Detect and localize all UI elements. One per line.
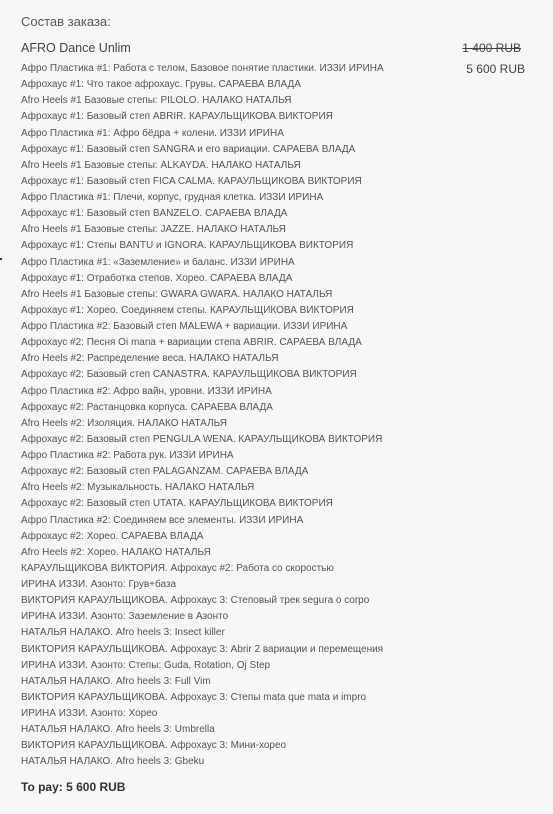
list-item: Афрохаус #2: Базовый степ PENGULA WENA. КАРАУЛЬЩИКОВА ВИКТОРИЯ (21, 433, 383, 445)
list-item: Afro Heels #2: Хорео. НАЛАКО НАТАЛЬЯ (21, 546, 211, 558)
list-item: Афрохаус #1: Степы BANTU и IGNORA. КАРАУЛЬЩИКОВА ВИКТОРИЯ (21, 240, 354, 252)
old-price: 1 400 RUB (462, 41, 521, 55)
list-item: Afro Heels #1 Базовые степы: ALKAYDA. НАЛАКО НАТАЛЬЯ (21, 159, 301, 171)
list-item: Афрохаус #1: Базовый степ ABRIR. КАРАУЛЬЩИКОВА ВИКТОРИЯ (21, 111, 333, 123)
product-name: AFRO Dance Unlim (21, 41, 131, 55)
lesson-list (21, 61, 441, 771)
list-item: КАРАУЛЬЩИКОВА ВИКТОРИЯ. Афрохаус #2: Работа со скоростью (21, 562, 334, 574)
list-item: ИРИНА ИЗЗИ. Азонто: Грув+база (21, 579, 177, 590)
list-item: Afro Heels #2: Изоляция. НАЛАКО НАТАЛЬЯ (21, 417, 227, 429)
list-item: Афрохаус #2: Базовый степ CANASTRA. КАРАУЛЬЩИКОВА ВИКТОРИЯ (21, 369, 357, 381)
list-item: Афрохаус #1: Базовый степ FICA CALMA. КАРАУЛЬЩИКОВА ВИКТОРИЯ (21, 175, 362, 187)
list-item: НАТАЛЬЯ НАЛАКО. Afro heels 3: Gbeku (21, 756, 205, 768)
list-item: Afro Heels #1 Базовые степы: JAZZE. НАЛАКО НАТАЛЬЯ (21, 224, 286, 236)
list-item: Афро Пластика #2: Работа рук. ИЗЗИ ИРИНА (21, 450, 234, 461)
list-item: Афро Пластика #2: Базовый степ MALEWA + вариации. ИЗЗИ ИРИНА (21, 321, 348, 332)
order-heading: Состав заказа: (21, 14, 111, 29)
list-item: Афро Пластика #1: Работа с телом, Базовое понятие пластики. ИЗЗИ ИРИНА (21, 63, 384, 74)
list-item: Afro Heels #1 Базовые степы: GWARA GWARA. НАЛАКО НАТАЛЬЯ (21, 288, 333, 300)
list-item: Афро Пластика #1: Плечи, корпус, грудная клетка. ИЗЗИ ИРИНА (21, 192, 324, 203)
list-item: Афрохаус #1: Что такое афрохаус. Грувы. САРАЕВА ВЛАДА (21, 79, 301, 91)
list-item: НАТАЛЬЯ НАЛАКО. Afro heels 3: Full Vim (21, 675, 211, 687)
list-item: ВИКТОРИЯ КАРАУЛЬЩИКОВА. Афрохаус 3: Степовый трек segura o corpo (21, 595, 370, 607)
list-item: Афрохаус #2: Хорео. САРАЕВА ВЛАДА (21, 530, 204, 542)
list-item: ВИКТОРИЯ КАРАУЛЬЩИКОВА. Афрохаус 3: Степы mata que mata и impro (21, 691, 367, 703)
list-item: Афрохаус #2: Растанцовка корпуса. САРАЕВА ВЛАДА (21, 401, 273, 413)
list-item: Афрохаус #1: Базовый степ BANZELO. САРАЕВА ВЛАДА (21, 208, 288, 220)
list-item: ИРИНА ИЗЗИ. Азонто: Степы: Guda, Rotation, Oj Step (21, 659, 271, 671)
list-item: Афро Пластика #2: Афро вайн, уровни. ИЗЗИ ИРИНА (21, 385, 272, 397)
list-item: Афро Пластика #1: «Заземление» и баланс. ИЗЗИ ИРИНА (21, 256, 295, 268)
list-item: ВИКТОРИЯ КАРАУЛЬЩИКОВА. Афрохаус 3: Мини-хорео (21, 740, 287, 752)
list-item: Афрохаус #2: Песня Oi mana + вариации степа ABRIR. САРАЕВА ВЛАДА (21, 337, 362, 349)
list-item: Афро Пластика #2: Соединяем все элементы. ИЗЗИ ИРИНА (21, 514, 304, 526)
list-item: НАТАЛЬЯ НАЛАКО. Afro heels 3: Umbrella (21, 724, 215, 736)
list-item: ИРИНА ИЗЗИ. Азонто: Хорео (21, 708, 158, 719)
total-to-pay: To pay: 5 600 RUB (21, 780, 126, 794)
list-item: ВИКТОРИЯ КАРАУЛЬЩИКОВА. Афрохаус 3: Abrir 2 вариации и перемещения (21, 643, 384, 655)
list-item: Afro Heels #1 Базовые степы: PILOLO. НАЛАКО НАТАЛЬЯ (21, 95, 292, 107)
list-item: Афрохаус #1: Базовый степ SANGRA и его вариации. САРАЕВА ВЛАДА (21, 143, 356, 155)
list-item: Афро Пластика #1: Афро бёдра + колени. ИЗЗИ ИРИНА (21, 127, 284, 139)
list-item: НАТАЛЬЯ НАЛАКО. Afro heels 3: Insect killer (21, 627, 225, 639)
list-item: Афрохаус #1: Отработка степов. Хорео. САРАЕВА ВЛАДА (21, 272, 293, 284)
list-item: Афрохаус #1: Хорео. Соединяем степы. КАРАУЛЬЩИКОВА ВИКТОРИЯ (21, 304, 354, 316)
list-item: Afro Heels #2: Музыкальность. НАЛАКО НАТАЛЬЯ (21, 482, 255, 494)
list-item: Afro Heels #2: Распределение веса. НАЛАКО НАТАЛЬЯ (21, 353, 279, 365)
current-price: 5 600 RUB (466, 62, 525, 76)
list-item: ИРИНА ИЗЗИ. Азонто: Заземление в Азонто (21, 611, 229, 623)
list-item: Афрохаус #2: Базовый степ PALAGANZAM. САРАЕВА ВЛАДА (21, 466, 309, 478)
list-item: Афрохаус #2: Базовый степ UTATA. КАРАУЛЬЩИКОВА ВИКТОРИЯ (21, 498, 333, 510)
edge-marker (0, 258, 2, 260)
